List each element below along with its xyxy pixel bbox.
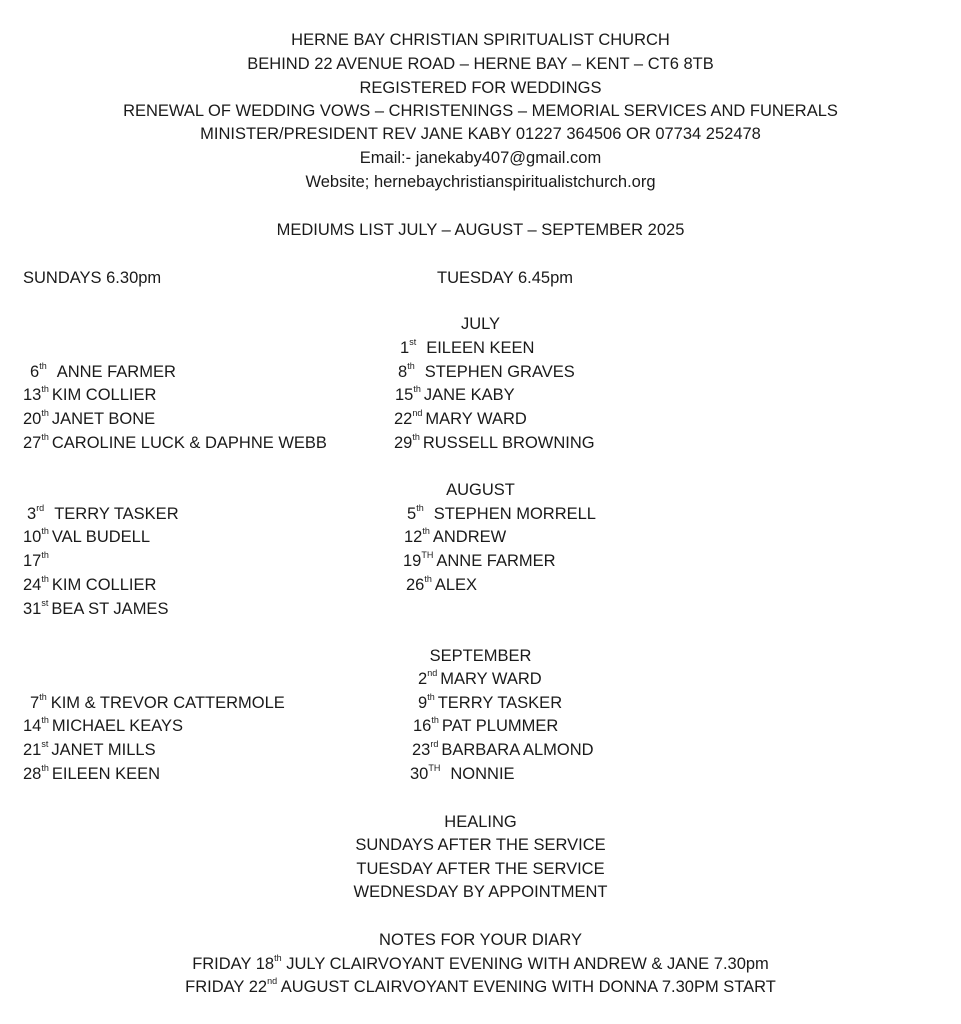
date-suffix: th [427,691,435,702]
notes-title: NOTES FOR YOUR DIARY [379,931,582,949]
date-number: 10 [23,528,42,546]
month-title: JULY [460,315,501,333]
medium-name: NONNIE [450,765,515,783]
date-suffix: th [416,502,424,513]
medium-name: BEA ST JAMES [51,600,169,618]
medium-name: JANET BONE [51,410,156,428]
medium-name: EILEEN KEEN [426,339,535,357]
medium-name: MARY WARD [425,410,527,428]
date-number: 19 [403,552,422,570]
medium-name: TERRY TASKER [54,505,179,523]
tuesday-entry [418,693,562,713]
website-line[interactable]: Website; hernebaychristianspiritualistchurch.org [305,173,656,191]
date-number: 2 [418,670,428,688]
mediums-list-title: MEDIUMS LIST JULY – AUGUST – SEPTEMBER 2025 [276,221,685,239]
tuesday-entry [418,669,542,689]
sunday-entry [30,362,176,382]
date-number: 20 [23,410,42,428]
tuesday-entry [404,527,506,547]
medium-name: MICHAEL KEAYS [51,717,183,735]
date-number: 15 [395,386,414,404]
date-number: 8 [398,363,408,381]
sunday-entry [27,504,179,524]
email-line[interactable]: Email:- janekaby407@gmail.com [359,149,602,167]
date-suffix: th [424,573,432,584]
church-name: HERNE BAY CHRISTIAN SPIRITUALIST CHURCH [291,31,670,49]
medium-name: KIM COLLIER [51,576,157,594]
date-suffix: st [41,738,49,749]
healing-line: TUESDAY AFTER THE SERVICE [356,860,605,878]
tuesdays-heading: TUESDAY 6.45pm [437,269,574,287]
services-line: RENEWAL OF WEDDING VOWS – CHRISTENINGS – MEMORIAL SERVICES AND FUNERALS [123,102,838,120]
medium-name: EILEEN KEEN [51,765,161,783]
medium-name: ANDREW [432,528,507,546]
diary-event: FRIDAY 18th JULY CLAIRVOYANT EVENING WITH ANDREW & JANE 7.30pm [192,952,769,973]
date-suffix: th [41,407,49,418]
minister-line: MINISTER/PRESIDENT REV JANE KABY 01227 364506 OR 07734 252478 [200,125,761,143]
date-suffix: th [412,431,420,442]
sunday-entry [23,716,183,736]
medium-name: JANET MILLS [51,741,156,759]
date-number: 12 [404,528,423,546]
month-title: SEPTEMBER [429,647,532,665]
month-title: AUGUST [446,481,515,499]
date-number: 5 [407,505,417,523]
date-number: 22 [394,410,413,428]
date-number: 3 [27,505,37,523]
date-number: 28 [23,765,42,783]
medium-name: STEPHEN MORRELL [433,505,596,523]
date-suffix: st [409,336,417,347]
date-suffix: th [39,691,47,702]
date-suffix: st [41,597,49,608]
tuesday-entry [413,716,558,736]
tuesday-entry [412,740,594,760]
tuesday-entry [403,551,556,571]
registered-line: REGISTERED FOR WEDDINGS [359,79,602,97]
tuesday-entry [407,504,596,524]
medium-name: TERRY TASKER [437,694,563,712]
sunday-entry [23,433,327,453]
medium-name: ANNE FARMER [56,363,176,381]
medium-name: VAL BUDELL [51,528,151,546]
date-suffix: th [407,360,415,371]
sunday-entry [23,764,160,784]
medium-name: MARY WARD [440,670,542,688]
date-number: 21 [23,741,42,759]
sunday-entry [23,575,156,595]
tuesday-entry [406,575,477,595]
date-suffix: th [41,714,49,725]
date-number: 27 [23,434,42,452]
sunday-entry [23,409,155,429]
sundays-heading: SUNDAYS 6.30pm [23,269,162,287]
tuesday-entry [400,338,534,358]
date-suffix: th [39,360,47,371]
date-suffix: nd [427,667,438,678]
date-number: 14 [23,717,42,735]
date-suffix: th [422,525,430,536]
date-number: 29 [394,434,413,452]
date-number: 9 [418,694,428,712]
date-suffix: nd [412,407,423,418]
date-number: 1 [400,339,410,357]
date-number: 30 [410,765,429,783]
healing-line: WEDNESDAY BY APPOINTMENT [353,883,608,901]
sunday-entry [23,599,168,619]
date-suffix: th [41,383,49,394]
date-suffix: th [431,714,439,725]
date-suffix: rd [430,738,439,749]
date-suffix: th [41,431,49,442]
date-number: 26 [406,576,425,594]
tuesday-entry [410,764,515,784]
sunday-entry [30,693,285,713]
date-suffix: rd [36,502,45,513]
medium-name: PAT PLUMMER [441,717,559,735]
medium-name: ALEX [434,576,478,594]
medium-name: ANNE FARMER [436,552,556,570]
date-suffix: th [41,525,49,536]
date-number: 17 [23,552,42,570]
date-suffix: th [41,549,49,560]
tuesday-entry [394,433,595,453]
medium-name: BARBARA ALMOND [441,741,594,759]
date-number: 31 [23,600,42,618]
date-number: 24 [23,576,42,594]
date-number: 13 [23,386,42,404]
church-address: BEHIND 22 AVENUE ROAD – HERNE BAY – KENT – CT6 8TB [247,55,714,73]
date-suffix: th [413,383,421,394]
medium-name: KIM & TREVOR CATTERMOLE [50,694,285,712]
tuesday-entry [394,409,527,429]
sunday-entry [23,551,52,571]
date-number: 16 [413,717,432,735]
medium-name: JANE KABY [423,386,515,404]
date-suffix: TH [428,762,441,773]
healing-title: HEALING [444,813,517,831]
date-suffix: th [41,573,49,584]
tuesday-entry [395,385,515,405]
sunday-entry [23,385,156,405]
date-number: 23 [412,741,431,759]
sunday-entry [23,740,156,760]
date-number: 7 [30,694,40,712]
medium-name: STEPHEN GRAVES [424,363,575,381]
healing-line: SUNDAYS AFTER THE SERVICE [355,836,606,854]
diary-event: FRIDAY 22nd AUGUST CLAIRVOYANT EVENING WITH DONNA 7.30PM START [185,975,776,996]
medium-name: CAROLINE LUCK & DAPHNE WEBB [51,434,327,452]
medium-name: RUSSELL BROWNING [422,434,595,452]
date-suffix: th [41,762,49,773]
medium-name: KIM COLLIER [51,386,157,404]
date-suffix: TH [421,549,434,560]
tuesday-entry [398,362,575,382]
sunday-entry [23,527,150,547]
date-number: 6 [30,363,40,381]
